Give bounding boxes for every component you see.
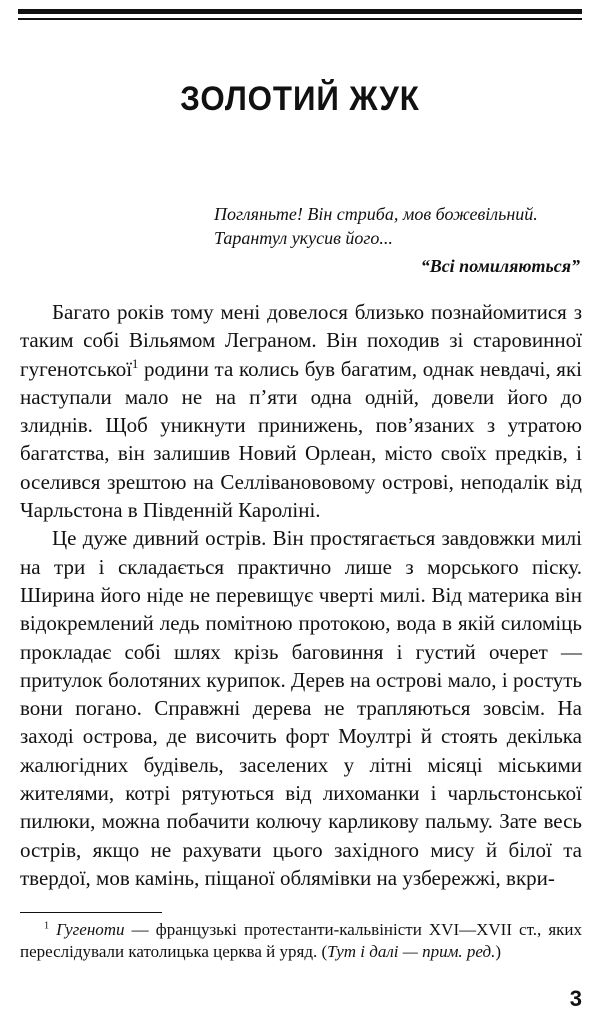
footnote-term: Гугеноти — [56, 920, 125, 939]
epigraph-line-2: Тарантул укусив його... — [214, 228, 393, 248]
epigraph — [200, 202, 580, 278]
footnote-text-1: — французькі протестанти-кальвіністи XVI—XVII ст., яких переслідували католицька церква й уряд. ( — [20, 920, 583, 961]
footnote-separator — [20, 912, 162, 913]
epigraph-source: “Всі помиляються” — [420, 256, 580, 276]
footnote — [20, 919, 582, 963]
page-number: 3 — [569, 986, 582, 1011]
footnote-marker: 1 — [44, 920, 50, 932]
footnote-text-2: ) — [495, 942, 502, 961]
paragraph-2: Це дуже дивний острів. Він простягається завдовжки милі на три і складається практично лише з морського піску. Ширина його ніде не перевищує чверті милі. Від материка він відокремлений ледь помітною протокою, вода в якій силоміць прокладає собі шлях крізь баговиння і густий очерет — притулок болотяних курипок. Дерев на острові мало, і ростуть вони погано. Справжні дерева не трапляються зовсім. На заході острова, де височить форт Моултрі й стоять декілька жалюгідних будівель, заселених у літні місяці міськими жителями, котрі рятуються від лихоманки і чарльстонської пилюки, можна побачити колючу карликову пальму. Зате весь острів, якщо не рахувати цього західного мису й білої та твердої, мов камінь, піщаної облямівки на узбережжі, вкри- — [20, 526, 582, 890]
chapter-title: ЗОЛОТИЙ ЖУК — [180, 80, 420, 118]
header-rule-thin — [18, 18, 582, 20]
footnote-reference: 1 — [132, 356, 139, 371]
paragraph-1 — [20, 298, 582, 524]
body-text — [20, 298, 582, 892]
epigraph-line-1: Погляньте! Він стриба, мов божевільний. — [214, 204, 538, 224]
paragraph-1-end: родини та колись був багатим, однак невдачі, які наступали мало не на п’яти одна одній, довели його до злиднів. Щоб уникнути принижень, пов’язаних з утратою багатства, він залишив Новий Орлеан, місто своїх предків, і оселився зрештою на Селліванововому острові, неподалік від Чарльстона в Південній Кароліні. — [20, 356, 582, 523]
footnote-remark: Тут і далі — прим. ред. — [327, 942, 496, 961]
paragraph-1-start: Багато років тому мені довелося близько познайомитися з таким собі Вільямом Леграном. Він походив зі старовинної гугенотської — [20, 300, 582, 381]
header-rule-thick — [18, 9, 582, 14]
